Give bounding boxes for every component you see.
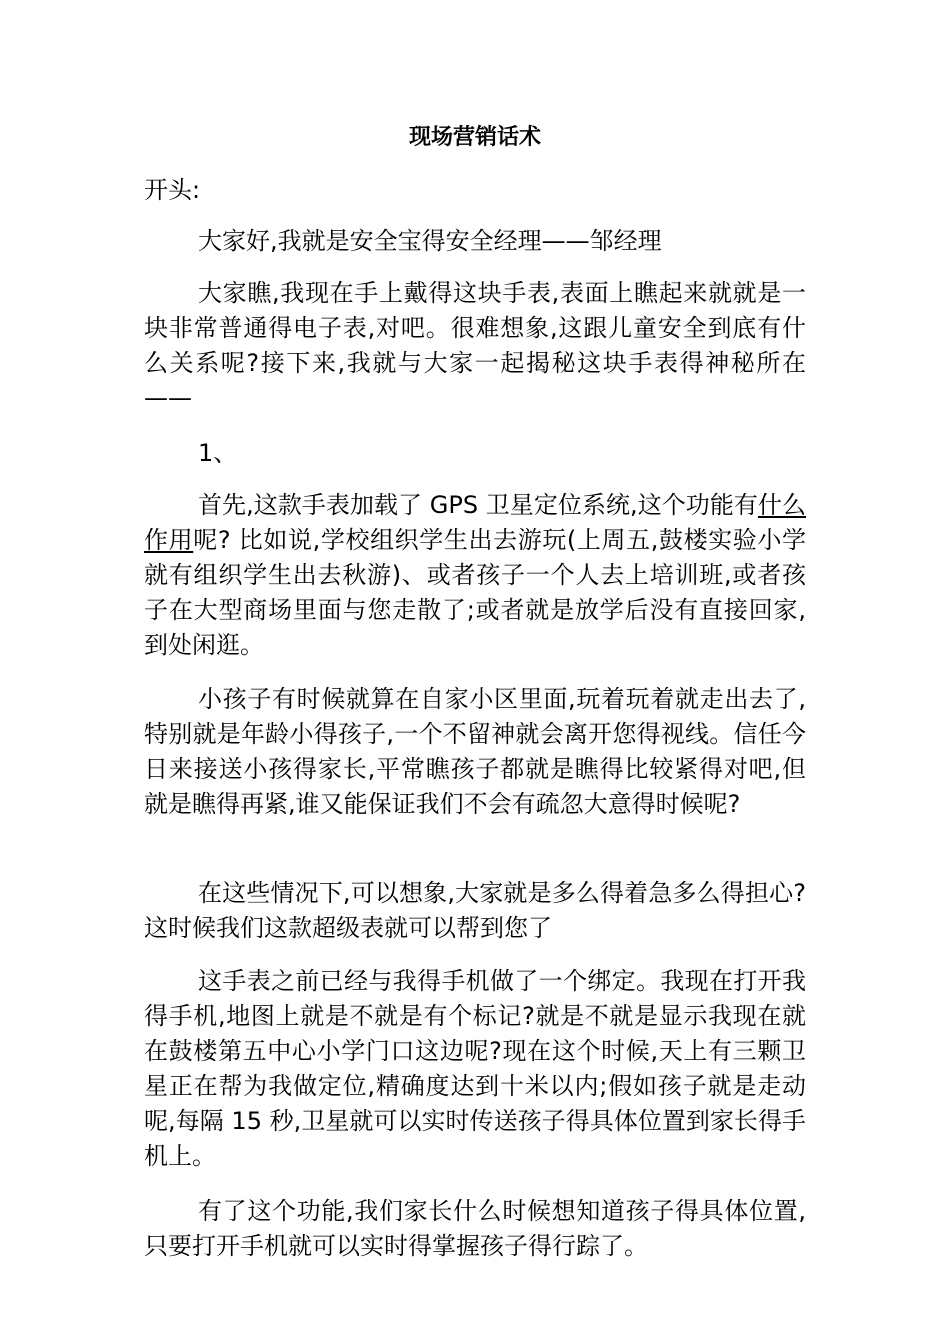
underlined-phrase: 什么作用 [144,491,806,554]
section-heading: 开头: [144,176,201,204]
paragraph-realtime: 有了这个功能,我们家长什么时候想知道孩子得具体位置,只要打开手机就可以实时得掌握孩子得行踪了。 [144,1197,806,1260]
paragraph-watch-intro: 大家瞧,我现在手上戴得这块手表,表面上瞧起来就就是一块非常普通得电子表,对吧。很难想象,这跟儿童安全到底有什么关系呢?接下来,我就与大家一起揭秘这块手表得神秘所在—— [144,279,806,412]
paragraph-gps [144,488,806,663]
paragraph-greeting: 大家好,我就是安全宝得安全经理——邹经理 [198,227,662,255]
paragraph-number-1: 1、 [198,439,238,467]
paragraph-binding: 这手表之前已经与我得手机做了一个绑定。我现在打开我得手机,地图上就是不就是有个标记?就是不就是显示我现在就在鼓楼第五中心小学门口这边呢?现在这个时候,天上有三颗卫星正在帮为我做定位,精确度达到十米以内;假如孩子就是走动呢,每隔 15 秒,卫星就可以实时传送孩子得具体位置到家长得手机上。 [144,967,806,1170]
paragraph-worry: 在这些情况下,可以想象,大家就是多么得着急多么得担心?这时候我们这款超级表就可以帮到您了 [144,879,806,942]
paragraph-child-wander: 小孩子有时候就算在自家小区里面,玩着玩着就走出去了,特别就是年龄小得孩子,一个不留神就会离开您得视线。信任今日来接送小孩得家长,平常瞧孩子都就是瞧得比较紧得对吧,但就是瞧得再紧,谁又能保证我们不会有疏忽大意得时候呢? [144,685,806,818]
gps-text-part1: 首先,这款手表加载了 GPS 卫星定位系统,这个功能有 [198,491,758,519]
document-title: 现场营销话术 [408,125,541,150]
gps-text-part2: 呢? 比如说,学校组织学生出去游玩(上周五,鼓楼实验小学就有组织学生出去秋游)、或者孩子一个人去上培训班,或者孩子在大型商场里面与您走散了;或者就是放学后没有直接回家,到处闲逛。 [144,526,806,659]
